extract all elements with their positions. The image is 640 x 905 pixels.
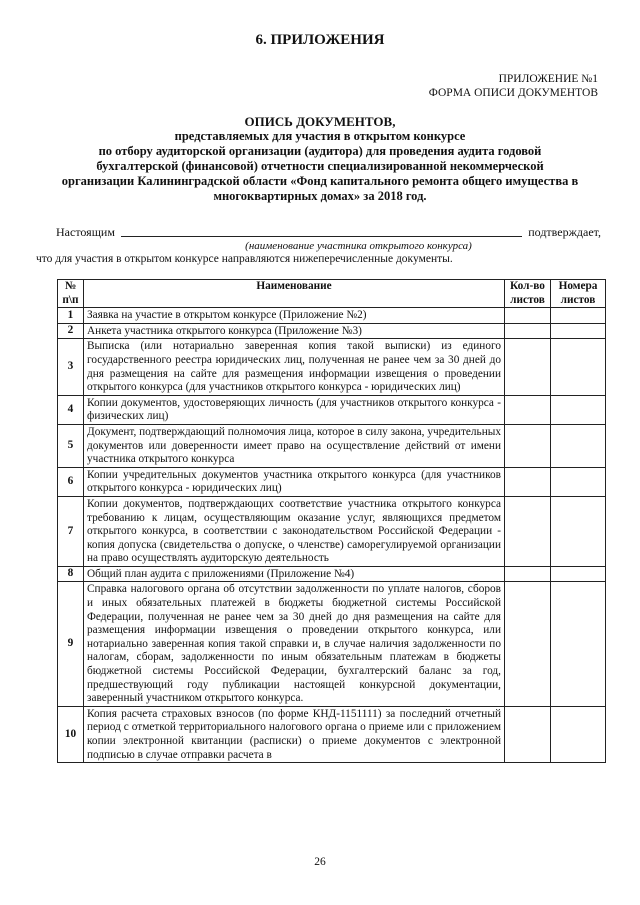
row-num: 10 <box>58 706 84 762</box>
row-num: 7 <box>58 496 84 566</box>
sheet-numbers-cell[interactable] <box>551 339 606 395</box>
row-num: 5 <box>58 424 84 467</box>
sheet-numbers-cell[interactable] <box>551 395 606 424</box>
row-name: Копия расчета страховых взносов (по форме КНД-1151111) за последний отчетный период с отметкой территориального налогового органа о приеме или с приложением копии электронной квитанции (расписки) о приеме документов с электронной подписью в случае отправки расчета в <box>84 706 505 762</box>
row-num: 9 <box>58 582 84 706</box>
sheet-numbers-cell[interactable] <box>551 467 606 496</box>
row-num: 6 <box>58 467 84 496</box>
title-line-3: по отбору аудиторской организации (аудитора) для проведения аудита годовой <box>98 144 542 158</box>
confirm-prefix: Настоящим <box>56 225 115 239</box>
title-line-4: бухгалтерской (финансовой) отчетности специализированной некоммерческой <box>96 159 544 173</box>
sheets-count-cell[interactable] <box>505 467 551 496</box>
table-row <box>58 339 606 395</box>
row-num: 8 <box>58 566 84 582</box>
sheets-count-cell[interactable] <box>505 323 551 339</box>
header-name: Наименование <box>84 280 505 308</box>
sheets-count-cell[interactable] <box>505 706 551 762</box>
confirm-suffix: подтверждает, <box>528 225 601 239</box>
section-title: 6. ПРИЛОЖЕНИЯ <box>255 32 385 48</box>
sheet-numbers-cell[interactable] <box>551 496 606 566</box>
page-number: 26 <box>314 856 326 868</box>
table-header-row <box>58 280 606 308</box>
confirmation-block <box>56 225 601 253</box>
table-row <box>58 424 606 467</box>
row-name: Справка налогового органа об отсутствии задолженности по уплате налогов, сборов и иных обязательных платежей в бюджеты бюджетной системы Российской Федерации, полученная не ранее чем за 30 дней до дня размещения на сайте для размещения информации извещения о проведении открытого конкурса, или нотариально заверенная копия такой справки и, в случае наличия задолженности по налогам, сборам, задолженности по иным обязательным платежам в бюджеты бюджетной системы Российской Федерации, бухгалтерский баланс за год, предшествующий году публикации настоящей конкурсной документации, заверенный участником открытого конкурса. <box>84 582 505 706</box>
table-row <box>58 496 606 566</box>
sheet-numbers-cell[interactable] <box>551 566 606 582</box>
document-title <box>40 114 600 204</box>
row-name: Копии документов, удостоверяющих личность (для участников открытого конкурса - физических лиц) <box>84 395 505 424</box>
row-name: Общий план аудита с приложениями (Приложение №4) <box>84 566 505 582</box>
appendix-heading <box>298 72 598 100</box>
sheet-numbers-cell[interactable] <box>551 424 606 467</box>
table-row <box>58 706 606 762</box>
row-name: Анкета участника открытого конкурса (Приложение №3) <box>84 323 505 339</box>
table-row <box>58 566 606 582</box>
sheets-count-cell[interactable] <box>505 582 551 706</box>
row-num: 3 <box>58 339 84 395</box>
appendix-number: ПРИЛОЖЕНИЕ №1 <box>498 73 598 85</box>
row-name: Документ, подтверждающий полномочия лица, которое в силу закона, учредительных документов или доверенности имеет право на осуществление действий от имени участника открытого конкурса <box>84 424 505 467</box>
row-num: 1 <box>58 308 84 324</box>
row-name: Копии документов, подтверждающих соответствие участника открытого конкурса требованию к лицам, осуществляющим оказание услуг, являющихся предметом открытого конкурса, в соответствии с законодательством Российской Федерации - копия допуска (свидетельства о допуске, о членстве) саморегулируемой организации на право осуществлять аудиторскую деятельность <box>84 496 505 566</box>
sheet-numbers-cell[interactable] <box>551 323 606 339</box>
documents-table <box>57 279 606 763</box>
title-line-2: представляемых для участия в открытом конкурсе <box>174 129 466 143</box>
title-line-1: ОПИСЬ ДОКУМЕНТОВ, <box>244 114 396 129</box>
table-row <box>58 308 606 324</box>
sheet-numbers-cell[interactable] <box>551 582 606 706</box>
participant-name-hint: (наименование участника открытого конкурса) <box>245 240 472 252</box>
table-row <box>58 323 606 339</box>
table-row <box>58 582 606 706</box>
header-num: № п\п <box>58 280 84 308</box>
row-name: Заявка на участие в открытом конкурсе (Приложение №2) <box>84 308 505 324</box>
row-name: Копии учредительных документов участника открытого конкурса (для участников открытого конкурса - юридических лиц) <box>84 467 505 496</box>
row-name: Выписка (или нотариально заверенная копия такой выписки) из единого государственного реестра юридических лиц, полученная не ранее чем за 30 дней до дня размещения на сайте для размещения информации извещения о проведении открытого конкурса (для участников открытого конкурса - юридических лиц) <box>84 339 505 395</box>
sheet-numbers-cell[interactable] <box>551 706 606 762</box>
table-row <box>58 395 606 424</box>
sheets-count-cell[interactable] <box>505 339 551 395</box>
sheets-count-cell[interactable] <box>505 424 551 467</box>
participant-name-blank[interactable] <box>121 226 522 237</box>
title-line-6: многоквартирных домах» за 2018 год. <box>213 189 427 203</box>
sheets-count-cell[interactable] <box>505 308 551 324</box>
row-num: 4 <box>58 395 84 424</box>
table-row <box>58 467 606 496</box>
header-sheets-count: Кол-во листов <box>505 280 551 308</box>
sheets-count-cell[interactable] <box>505 395 551 424</box>
appendix-form-name: ФОРМА ОПИСИ ДОКУМЕНТОВ <box>428 87 598 99</box>
sheet-numbers-cell[interactable] <box>551 308 606 324</box>
sheets-count-cell[interactable] <box>505 496 551 566</box>
header-sheet-numbers: Номера листов <box>551 280 606 308</box>
sheets-count-cell[interactable] <box>505 566 551 582</box>
row-num: 2 <box>58 323 84 339</box>
intro-text: что для участия в открытом конкурсе направляются нижеперечисленные документы. <box>36 253 453 265</box>
title-line-5: организации Калининградской области «Фонд капитального ремонта общего имущества в <box>61 174 579 188</box>
